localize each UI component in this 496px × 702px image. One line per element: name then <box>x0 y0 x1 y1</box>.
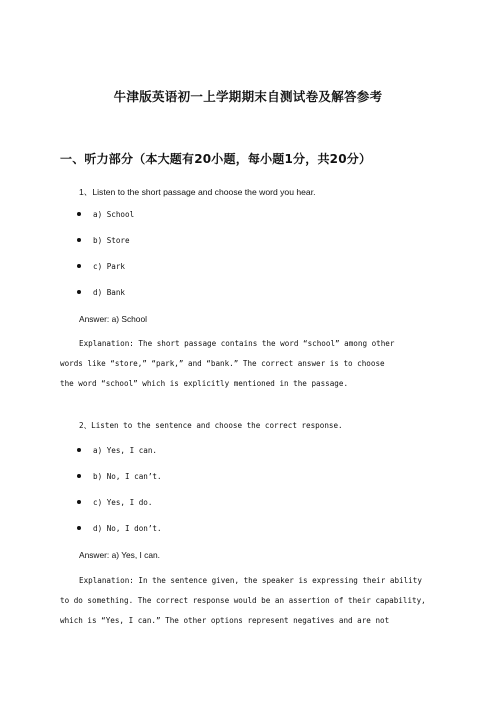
bullet-icon <box>77 526 81 530</box>
option-text: d) No, I don’t. <box>93 524 162 533</box>
bullet-icon <box>77 448 81 452</box>
option-text: a) Yes, I can. <box>93 446 158 455</box>
explanation-line: Explanation: In the sentence given, the speaker is expressing their ability <box>79 576 422 585</box>
question-1-explanation <box>60 334 438 394</box>
explanation-line: words like “store,” “park,” and “bank.” The correct answer is to choose <box>60 359 385 368</box>
question-1-option-c <box>77 262 125 271</box>
bullet-icon <box>77 474 81 478</box>
question-1-option-b <box>77 236 130 245</box>
option-text: c) Yes, I do. <box>93 498 153 507</box>
question-2-option-b <box>77 472 162 481</box>
question-2-prompt: 2、Listen to the sentence and choose the correct response. <box>79 421 343 430</box>
question-2-option-d <box>77 524 162 533</box>
option-text: a) School <box>93 210 135 219</box>
question-1-prompt: 1、Listen to the short passage and choose the word you hear. <box>79 187 316 197</box>
bullet-icon <box>77 212 81 216</box>
question-1-option-d <box>77 288 125 297</box>
bullet-icon <box>77 238 81 242</box>
option-text: b) Store <box>93 236 130 245</box>
explanation-line: to do something. The correct response would be an assertion of their capability, <box>60 596 426 605</box>
option-text: c) Park <box>93 262 126 271</box>
question-1-answer: Answer: a) School <box>79 314 147 324</box>
document-title: 牛津版英语初一上学期期末自测试卷及解答参考 <box>113 89 383 104</box>
explanation-line: the word “school” which is explicitly mentioned in the passage. <box>60 379 349 388</box>
bullet-icon <box>77 290 81 294</box>
option-text: b) No, I can’t. <box>93 472 162 481</box>
question-2-answer: Answer: a) Yes, I can. <box>79 550 161 560</box>
bullet-icon <box>77 264 81 268</box>
question-1-option-a <box>77 210 134 219</box>
option-text: d) Bank <box>93 288 126 297</box>
question-2-explanation <box>60 571 438 631</box>
section-heading: 一、听力部分（本大题有20小题，每小题1分，共20分） <box>60 152 372 166</box>
explanation-line: which is “Yes, I can.” The other options represent negatives and are not <box>60 616 390 625</box>
explanation-line: Explanation: The short passage contains the word “school” among other <box>79 339 395 348</box>
question-2-option-a <box>77 446 157 455</box>
question-2-option-c <box>77 498 152 507</box>
bullet-icon <box>77 500 81 504</box>
